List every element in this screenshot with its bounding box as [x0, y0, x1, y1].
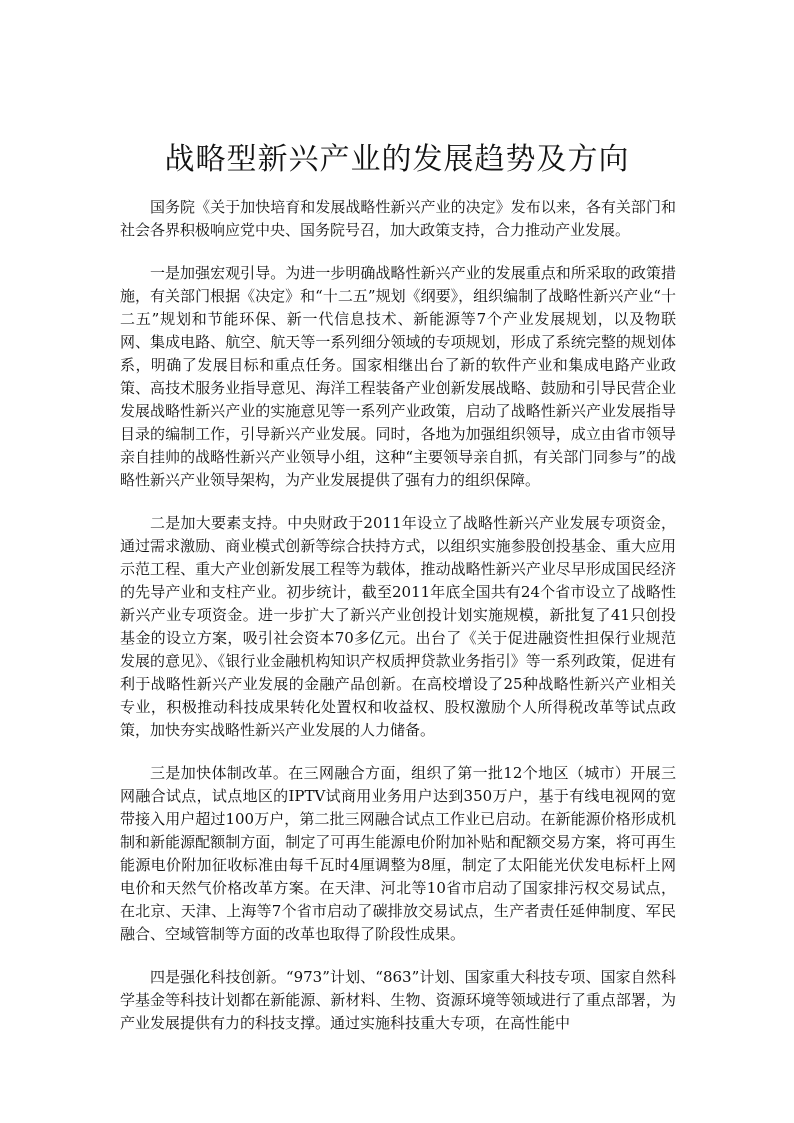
document-body: [120, 196, 676, 1055]
document-title: 战略型新兴产业的发展趋势及方向: [164, 142, 630, 177]
paragraph-factor-support: 二是加大要素支持。中央财政于2011年设立了战略性新兴产业发展专项资金，通过需求激励、商业模式创新等综合扶持方式，以组织实施参股创投基金、重大应用示范工程、重大产业创新发展工程等为载体，推动战略性新兴产业尽早形成国民经济的先导产业和支柱产业。初步统计，截至2011年底全国共有24个省市设立了战略性新兴产业专项资金。进一步扩大了新兴产业创投计划实施规模，新批复了41只创投基金的设立方案，吸引社会资本70多亿元。出台了《关于促进融资性担保行业规范发展的意见》、《银行业金融机构知识产权质押贷款业务指引》等一系列政策，促进有利于战略性新兴产业发展的金融产品创新。在高校增设了25种战略性新兴产业相关专业，积极推动科技成果转化处置权和收益权、股权激励个人所得税改革等试点政策，加快夯实战略性新兴产业发展的人力储备。: [120, 514, 676, 739]
intro-paragraph: 国务院《关于加快培育和发展战略性新兴产业的决定》发布以来，各有关部门和社会各界积极响应党中央、国务院号召，加大政策支持，合力推动产业发展。: [120, 198, 676, 239]
paragraph-macro-guidance: 一是加强宏观引导。为进一步明确战略性新兴产业的发展重点和所采取的政策措施，有关部门根据《决定》和“十二五”规划《纲要》，组织编制了战略性新兴产业“十二五”规划和节能环保、新一代信息技术、新能源等7个产业发展规划，以及物联网、集成电路、航空、航天等一系列细分领域的专项规划，形成了系统完整的规划体系，明确了发展目标和重点任务。国家相继出台了新的软件产业和集成电路产业政策、高技术服务业指导意见、海洋工程装备产业创新发展战略、鼓励和引导民营企业发展战略性新兴产业的实施意见等一系列产业政策，启动了战略性新兴产业发展指导目录的编制工作，引导新兴产业发展。同时，各地为加强组织领导，成立由省市领导亲自挂帅的战略性新兴产业领导小组，这种“主要领导亲自抓，有关部门同参与”的战略性新兴产业领导架构，为产业发展提供了强有力的组织保障。: [120, 264, 676, 489]
paragraph-tech-innovation: 四是强化科技创新。“973”计划、“863”计划、国家重大科技专项、国家自然科学基金等科技计划都在新能源、新材料、生物、资源环境等领域进行了重点部署，为产业发展提供有力的科技支撑。通过实施科技重大专项，在高性能中: [120, 968, 676, 1032]
paragraph-institutional-reform: 三是加快体制改革。在三网融合方面，组织了第一批12个地区（城市）开展三网融合试点，试点地区的IPTV试商用业务用户达到350万户，基于有线电视网的宽带接入用户超过100万户，第二批三网融合试点工作业已启动。在新能源价格形成机制和新能源配额制方面，制定了可再生能源电价附加补贴和配额交易方案，将可再生能源电价附加征收标准由每千瓦时4厘调整为8厘，制定了太阳能光伏发电标杆上网电价和天然气价格改革方案。在天津、河北等10省市启动了国家排污权交易试点，在北京、天津、上海等7个省市启动了碳排放交易试点，生产者责任延伸制度、军民融合、空域管制等方面的改革也取得了阶段性成果。: [120, 764, 676, 943]
